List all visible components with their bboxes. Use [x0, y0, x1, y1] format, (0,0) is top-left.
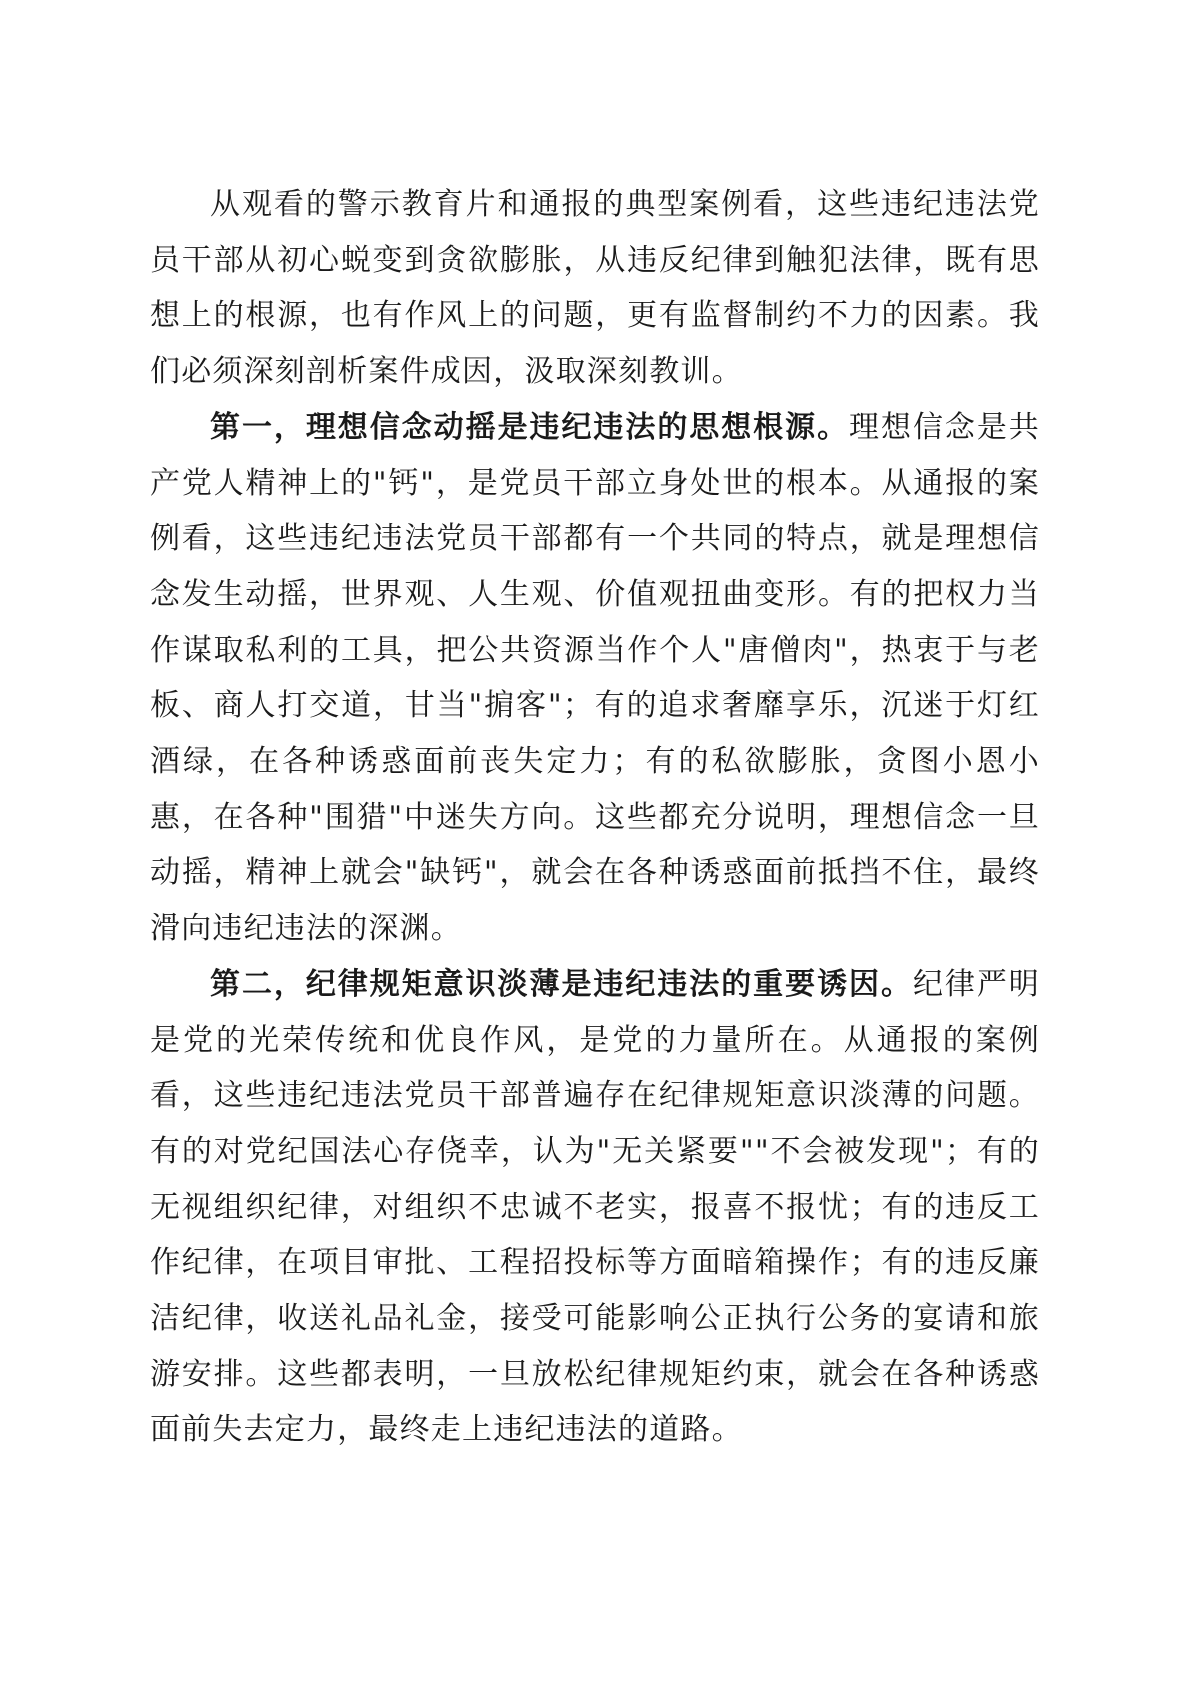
- paragraph-second-point: [150, 957, 1040, 1458]
- paragraph-heading: 第一，理想信念动摇是违纪违法的思想根源。: [210, 409, 850, 445]
- paragraph-heading: 第二，纪律规矩意识淡薄是违纪违法的重要诱因。: [210, 966, 913, 1002]
- paragraph-text: 理想信念是共产党人精神上的"钙"，是党员干部立身处世的根本。从通报的案例看，这些违纪违法党员干部都有一个共同的特点，就是理想信念发生动摇，世界观、人生观、价值观扭曲变形。有的把权力当作谋取私利的工具，把公共资源当作个人"唐僧肉"，热衷于与老板、商人打交道，甘当"掮客"；有的追求奢靡享乐，沉迷于灯红酒绿，在各种诱惑面前丧失定力；有的私欲膨胀，贪图小恩小惠，在各种"围猎"中迷失方向。这些都充分说明，理想信念一旦动摇，精神上就会"缺钙"，就会在各种诱惑面前抵挡不住，最终滑向违纪违法的深渊。: [150, 409, 1041, 947]
- paragraph-text: 从观看的警示教育片和通报的典型案例看，这些违纪违法党员干部从初心蜕变到贪欲膨胀，从违反纪律到触犯法律，既有思想上的根源，也有作风上的问题，更有监督制约不力的因素。我们必须深刻剖析案件成因，汲取深刻教训。: [150, 187, 1040, 390]
- document-body: [150, 177, 1040, 1458]
- paragraph-intro: [150, 177, 1040, 400]
- paragraph-first-point: [150, 400, 1040, 957]
- paragraph-text: 纪律严明是党的光荣传统和优良作风，是党的力量所在。从通报的案例看，这些违纪违法党员干部普遍存在纪律规矩意识淡薄的问题。有的对党纪国法心存侥幸，认为"无关紧要""不会被发现"；有的无视组织纪律，对组织不忠诚不老实，报喜不报忧；有的违反工作纪律，在项目审批、工程招投标等方面暗箱操作；有的违反廉洁纪律，收送礼品礼金，接受可能影响公正执行公务的宴请和旅游安排。这些都表明，一旦放松纪律规矩约束，就会在各种诱惑面前失去定力，最终走上违纪违法的道路。: [150, 966, 1040, 1448]
